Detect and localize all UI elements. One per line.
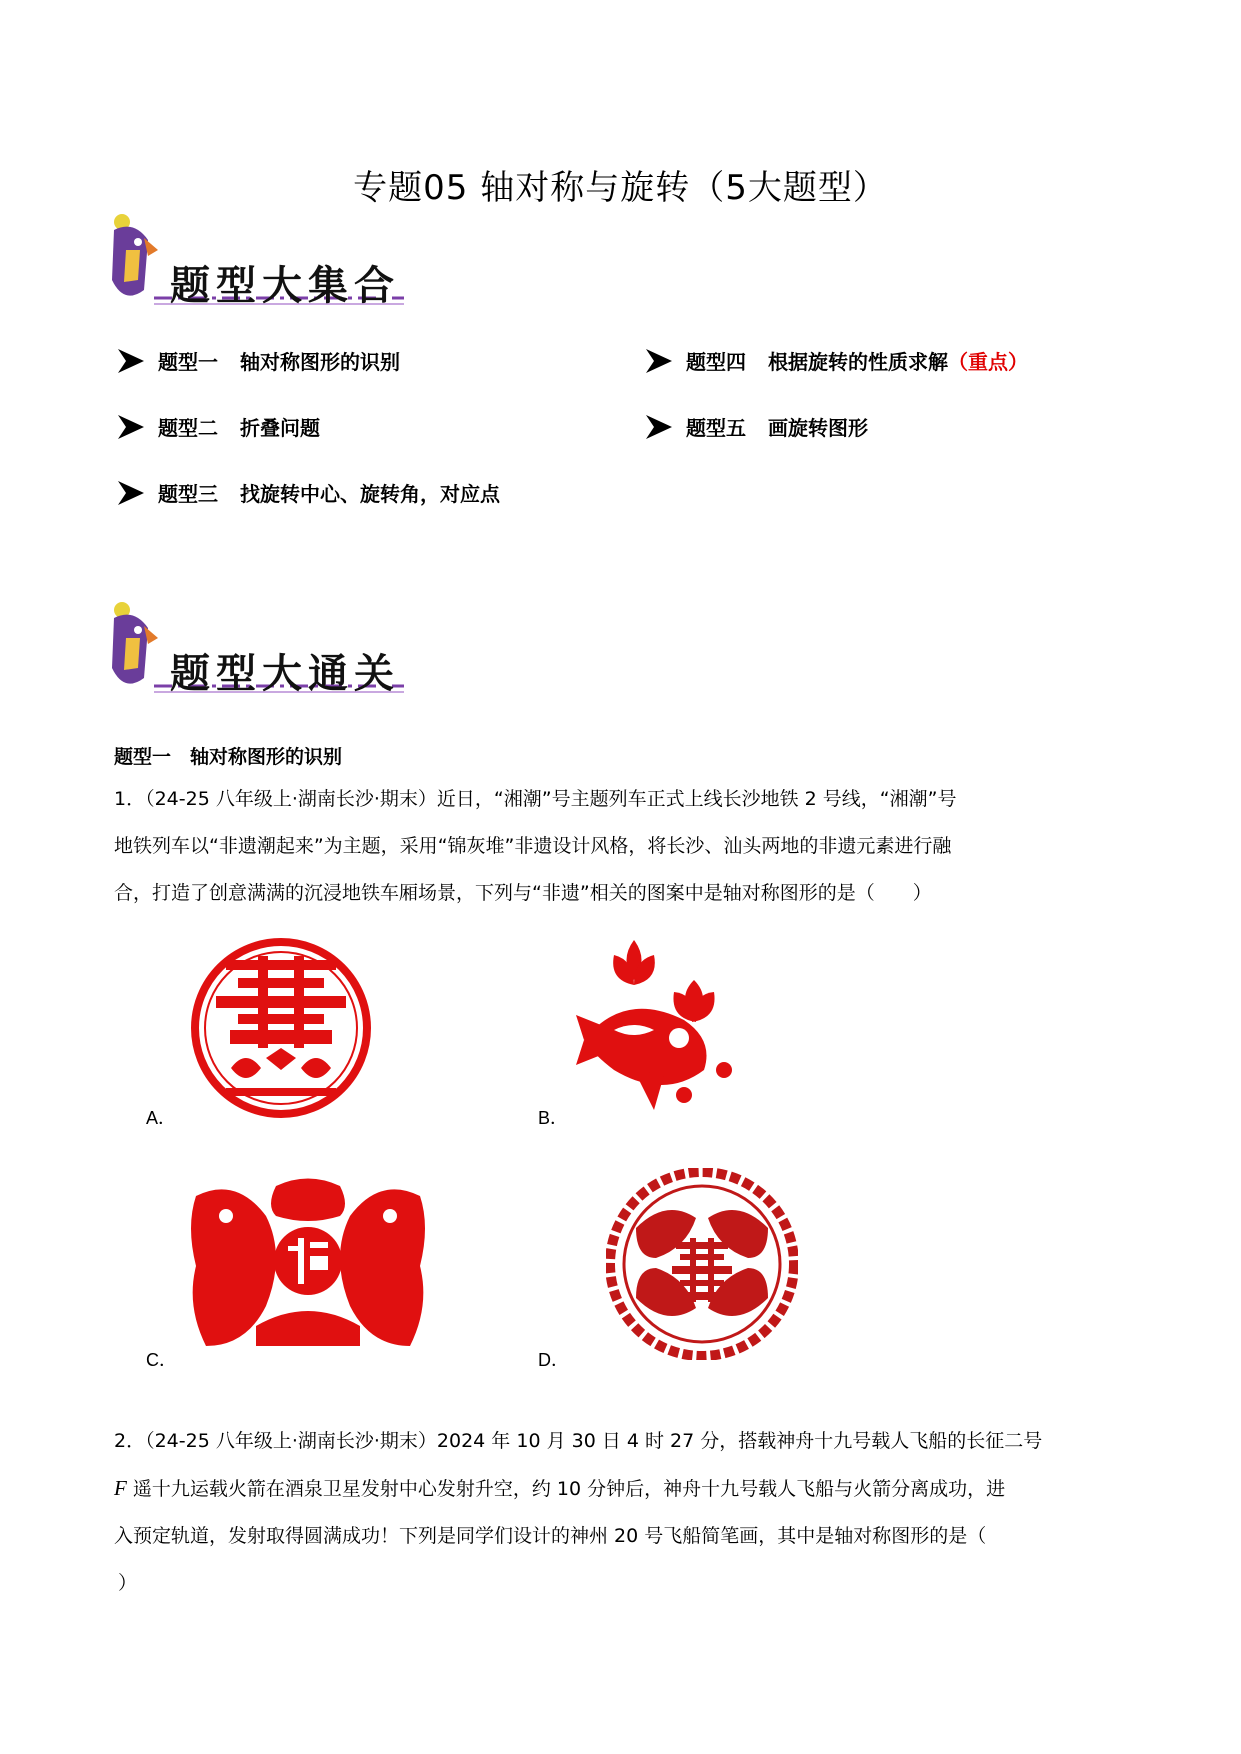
banner-pass-text: 题型大通关 [170, 650, 400, 697]
question-2-line: F 遥十九运载火箭在酒泉卫星发射中心发射升空，约 10 分钟后，神舟十九号载人飞船与火箭分离成功，进 [114, 1476, 1006, 1500]
question-2 [114, 1418, 1124, 1607]
option-a-label[interactable]: A． [146, 1108, 177, 1128]
toc-label: 画旋转图形 [768, 416, 868, 440]
option-c-twin-fish-fu-papercut[interactable] [186, 1176, 430, 1354]
option-b-fish-lotus-papercut[interactable] [574, 930, 760, 1120]
toc-prefix: 题型五 [686, 416, 746, 440]
question-1-line: 合，打造了创意满满的沉浸地铁车厢场景，下列与“非遗”相关的图案中是轴对称图形的是（ ） [114, 882, 932, 904]
toc-item-3[interactable] [118, 478, 500, 510]
question-1-line: 1．（24-25 八年级上·湖南长沙·期末）近日，“湘潮”号主题列车正式上线长沙地铁 2 号线，“湘潮”号 [114, 788, 957, 810]
toc-note-important: （重点） [948, 350, 1028, 374]
question-2-line: 2．（24-25 八年级上·湖南长沙·期末）2024 年 10 月 30 日 4 时 27 分，搭载神舟十九号载人飞船的长征二号 [114, 1430, 1043, 1452]
toc-label: 轴对称图形的识别 [240, 350, 400, 374]
banner-pass [104, 598, 464, 708]
banner-collection [104, 210, 464, 320]
arrow-bullet-icon [118, 415, 144, 444]
toc-item-4[interactable] [646, 346, 1028, 378]
question-1 [114, 776, 1124, 917]
toc-item-2[interactable] [118, 412, 320, 444]
toc-prefix: 题型一 [158, 350, 218, 374]
question-1-line: 地铁列车以“非遗潮起来”为主题，采用“锦灰堆”非遗设计风格，将长沙、汕头两地的非遗元素进行融 [114, 835, 952, 857]
math-variable-f: F [114, 1476, 127, 1500]
arrow-bullet-icon [118, 481, 144, 510]
toc-item-5[interactable] [646, 412, 868, 444]
toc-label: 根据旋转的性质求解 [768, 350, 948, 374]
toc-prefix: 题型三 [158, 482, 218, 506]
option-d-dragon-phoenix-papercut[interactable] [606, 1168, 798, 1360]
question-2-line: 入预定轨道，发射取得圆满成功！下列是同学们设计的神州 20 号飞船简笔画，其中是轴对称图形的是（ [114, 1525, 987, 1547]
toc-prefix: 题型二 [158, 416, 218, 440]
section-heading: 题型一 轴对称图形的识别 [114, 746, 343, 768]
toc-label: 找旋转中心、旋转角，对应点 [240, 482, 500, 506]
arrow-bullet-icon [118, 349, 144, 378]
option-b-label[interactable]: B． [538, 1108, 569, 1128]
toc-item-1[interactable] [118, 346, 400, 378]
question-2-line: ） [118, 1572, 138, 1594]
page-title: 专题05 轴对称与旋转（5大题型） [353, 168, 888, 208]
option-a-double-happiness-papercut[interactable] [186, 938, 376, 1118]
arrow-bullet-icon [646, 349, 672, 378]
banner-collection-text: 题型大集合 [170, 262, 400, 309]
option-c-label[interactable]: C． [146, 1350, 177, 1370]
option-d-label[interactable]: D． [538, 1350, 569, 1370]
toc-label: 折叠问题 [240, 416, 320, 440]
toc-prefix: 题型四 [686, 350, 746, 374]
arrow-bullet-icon [646, 415, 672, 444]
